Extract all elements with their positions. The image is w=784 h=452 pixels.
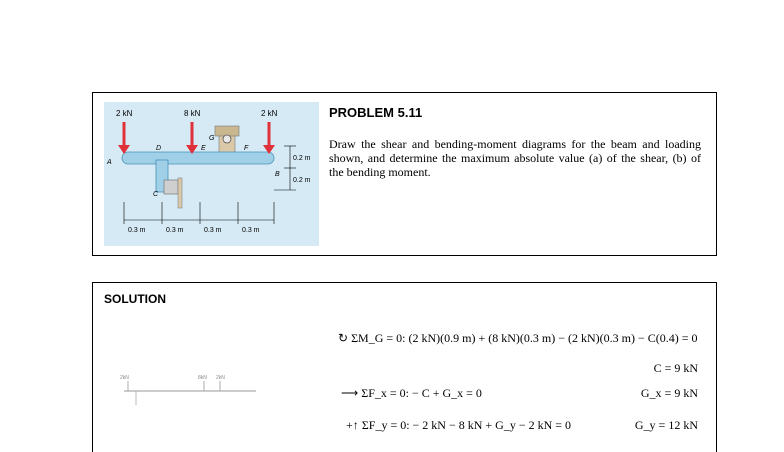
moment-equation <box>338 331 698 346</box>
load-label-3: 2 kN <box>261 109 278 118</box>
solution-title: SOLUTION <box>104 292 166 306</box>
point-e: E <box>201 145 206 152</box>
sketch-label-2: 8kN <box>198 375 207 381</box>
point-d: D <box>156 145 162 152</box>
fx-equation-text: ΣF_x = 0: − C + G_x = 0 <box>361 386 482 400</box>
point-f: F <box>244 145 249 152</box>
point-g: G <box>209 135 215 142</box>
span-label-1: 0.3 m <box>128 227 146 234</box>
free-body-sketch <box>116 373 266 433</box>
span-label-3: 0.3 m <box>204 227 222 234</box>
roller-c <box>164 180 178 194</box>
result-gx: G_x = 9 kN <box>640 386 698 400</box>
moment-equation-text: ΣM_G = 0: (2 kN)(0.9 m) + (8 kN)(0.3 m) − (2 kN)(0.3 m) − C(0.4) = 0 <box>351 331 698 345</box>
moment-sign-icon: ↻ <box>338 331 352 345</box>
span-label-2: 0.3 m <box>166 227 184 234</box>
height-label-2: 0.2 m <box>293 177 311 184</box>
pin-g <box>223 135 231 143</box>
problem-title: PROBLEM 5.11 <box>329 105 423 120</box>
up-arrow-icon: +↑ <box>346 418 362 432</box>
solution-panel <box>92 282 717 452</box>
fy-equation-text: ΣF_y = 0: − 2 kN − 8 kN + G_y − 2 kN = 0 <box>361 418 572 432</box>
sketch-label-1: 2kN <box>120 375 129 381</box>
span-label-4: 0.3 m <box>242 227 260 234</box>
load-label-2: 8 kN <box>184 109 201 118</box>
height-label-1: 0.2 m <box>293 155 311 162</box>
beam-figure <box>104 102 319 246</box>
fy-equation <box>346 418 571 433</box>
fx-equation <box>341 386 482 401</box>
beam-diagram <box>104 102 319 246</box>
right-arrow-icon: ⟶ <box>341 386 362 400</box>
point-b: B <box>275 171 280 178</box>
result-c: C = 9 kN <box>653 361 698 375</box>
point-c: C <box>153 191 159 198</box>
problem-statement: Draw the shear and bending-moment diagrams for the beam and loading shown, and determine the maximum absolute value (a) of the shear, (b) of the bending moment. <box>329 137 701 179</box>
beam <box>122 152 274 164</box>
wall-c <box>178 178 182 208</box>
result-gy: G_y = 12 kN <box>634 418 698 432</box>
point-a: A <box>107 159 112 166</box>
sketch-label-3: 2kN <box>216 375 225 381</box>
problem-panel <box>92 92 717 256</box>
support-cap <box>215 126 239 136</box>
load-label-1: 2 kN <box>116 109 133 118</box>
